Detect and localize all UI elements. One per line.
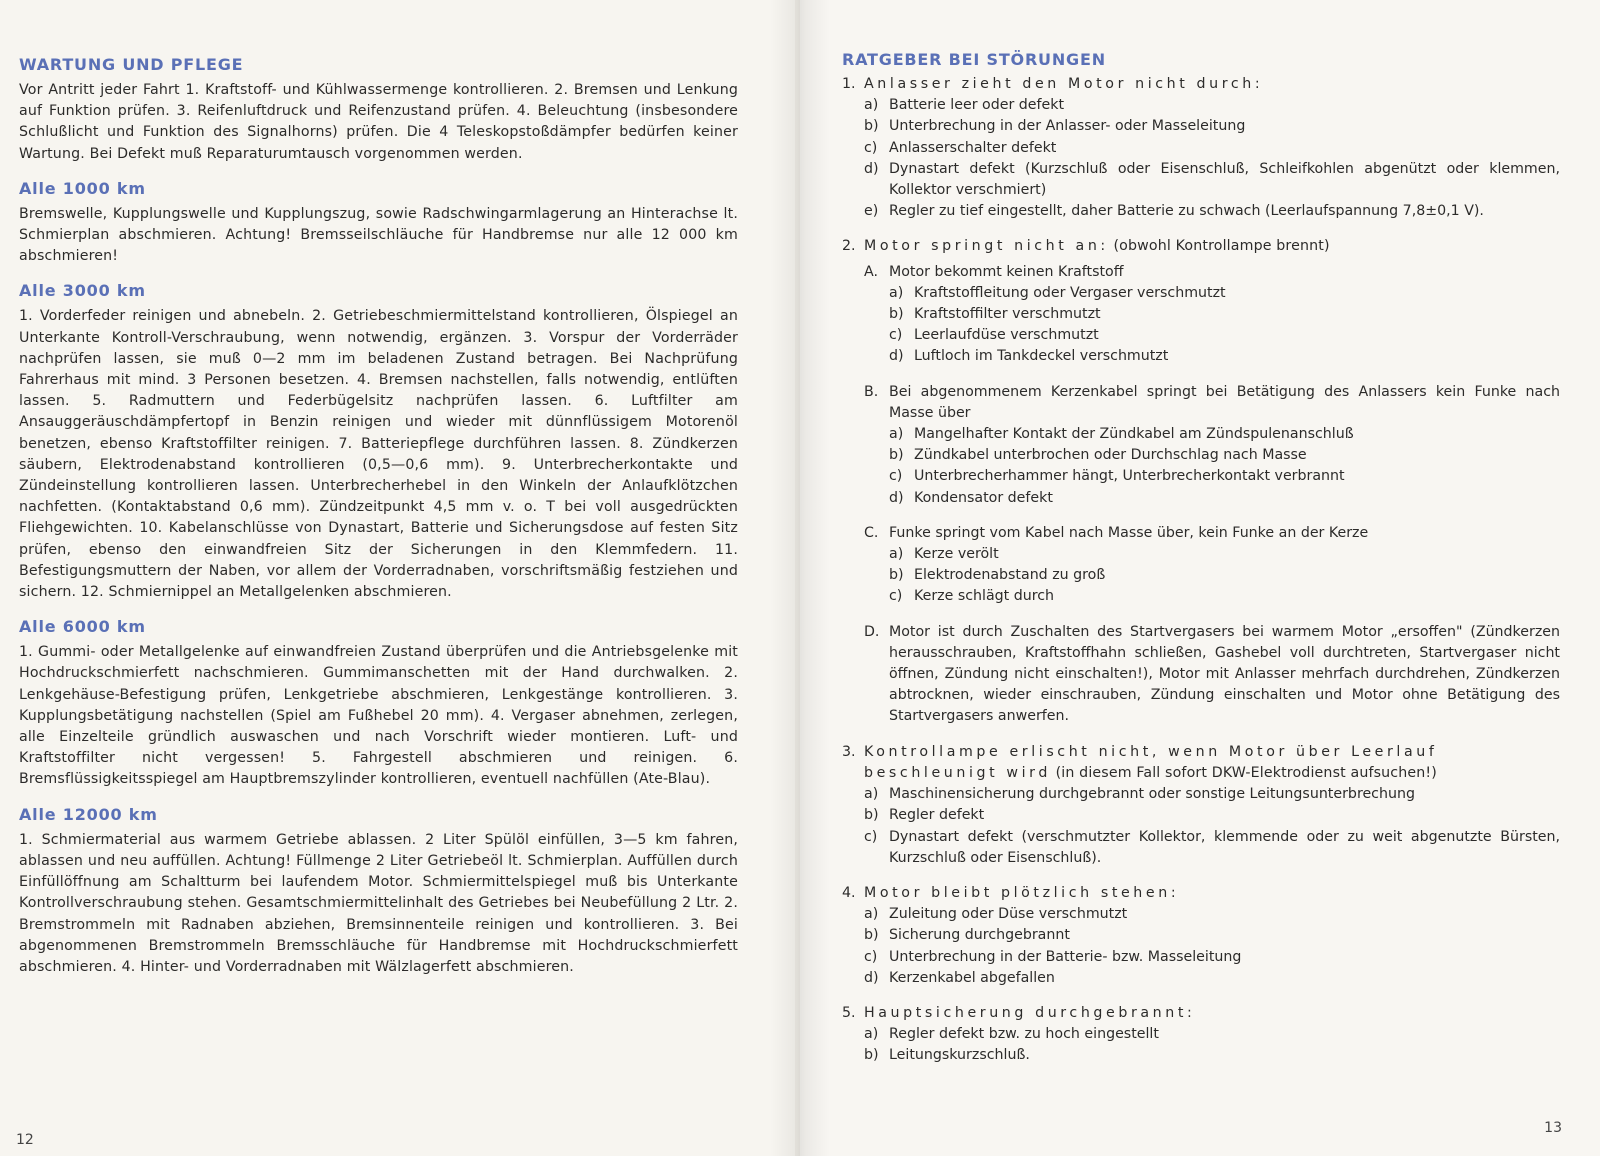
maintenance-section bbox=[19, 617, 738, 790]
item-title-text bbox=[864, 883, 1179, 904]
option-text: Unterbrechung in der Batterie- bzw. Masseleitung bbox=[889, 948, 1242, 965]
section-text: Bremswelle, Kupplungswelle und Kupplungszug, sowie Radschwingarmlagerung an Hinterachse lt. Schmierplan abschmieren. Achtung! Bremsseilschläuche für Handbremse nur alle 12 000 km abschmieren! bbox=[19, 205, 738, 265]
option-list bbox=[864, 904, 1560, 989]
option-item bbox=[864, 1024, 1560, 1045]
option-key: b) bbox=[864, 118, 879, 135]
section-heading: Alle 3000 km bbox=[19, 281, 146, 301]
option-text: Zuleitung oder Düse verschmutzt bbox=[889, 906, 1128, 923]
item-symptom: Anlasser zieht den Motor nicht durch: bbox=[864, 76, 1264, 92]
maintenance-section bbox=[19, 805, 738, 978]
option-key: a) bbox=[864, 906, 879, 923]
option-item bbox=[864, 968, 1560, 989]
option-key: b) bbox=[889, 447, 904, 464]
option-item bbox=[864, 947, 1560, 968]
maintenance-section bbox=[19, 179, 738, 268]
option-item bbox=[864, 116, 1560, 137]
option-text: Kondensator defekt bbox=[914, 489, 1053, 506]
item-title bbox=[842, 742, 1560, 784]
option-text: Kerzenkabel abgefallen bbox=[889, 969, 1055, 986]
option-key: a) bbox=[864, 786, 879, 803]
maintenance-intro bbox=[19, 55, 738, 165]
option-text: Kerze schlägt durch bbox=[914, 588, 1055, 605]
option-text: Regler zu tief eingestellt, daher Batterie zu schwach (Leerlaufspannung 7,8±0,1 V). bbox=[889, 203, 1484, 220]
option-text: Kraftstoffleitung oder Vergaser verschmutzt bbox=[914, 284, 1226, 301]
option-key: c) bbox=[889, 327, 903, 344]
troubleshooting-list bbox=[842, 74, 1560, 1067]
option-text: Batterie leer oder defekt bbox=[889, 97, 1065, 114]
item-symptom: Motor springt nicht an: bbox=[864, 238, 1109, 255]
item-symptom: Kontrollampe erlischt nicht, wenn Motor über Leerlauf beschleunigt wird bbox=[864, 743, 1438, 781]
option-item bbox=[864, 95, 1560, 116]
option-item bbox=[889, 325, 1560, 346]
option-key: d) bbox=[864, 160, 879, 177]
item-note: (in diesem Fall sofort DKW-Elektrodienst aufsuchen!) bbox=[1050, 764, 1437, 781]
option-key: c) bbox=[864, 948, 878, 965]
option-key: d) bbox=[889, 348, 904, 365]
option-text: Regler defekt bzw. zu hoch eingestellt bbox=[889, 1026, 1159, 1043]
option-key: a) bbox=[889, 546, 904, 563]
option-list bbox=[864, 784, 1560, 869]
cause-group-text: Motor bekommt keinen Kraftstoff bbox=[889, 263, 1124, 280]
section-heading: Alle 12000 km bbox=[19, 804, 158, 824]
option-text: Kraftstoffilter verschmutzt bbox=[914, 306, 1101, 323]
page-title: RATGEBER BEI STÖRUNGEN bbox=[842, 50, 1106, 69]
troubleshooting-item bbox=[842, 74, 1560, 222]
maintenance-section bbox=[19, 281, 738, 603]
option-item bbox=[889, 445, 1560, 466]
option-key: b) bbox=[889, 306, 904, 323]
option-item bbox=[864, 805, 1560, 826]
section-text: 1. Vorderfeder reinigen und abnebeln. 2. Getriebeschmiermittelstand kontrollieren, Ölspiegel an Unterkante Kontroll-Verschraubung, wenn notwendig, ergänzen. 3. Vorspur der Vorderräder nachprüfen lassen, sie muß 0—2 mm im beladenen Zustand betragen. Bei Nachprüfung Fahrerhaus mit mind. 3 Personen besetzen. 4. Bremsen nachstellen, falls notwendig, entlüften lassen. 5. Radmuttern und Federbügelsitz nachprüfen lassen. 6. Luftfilter am Ansauggeräuschdämpfertopf in Benzin reinigen und wieder mit dünnflüssigem Motorenöl benetzen, ebenso Kraftstoffilter reinigen. 7. Batteriepflege durchführen lassen. 8. Zündkerzen säubern, Elektrodenabstand kontrollieren (0,5—0,6 mm). 9. Unterbrecherkontakte und Zündeinstellung kontrollieren lassen. Unterbrecherhebel in den Winkeln der Anlaufklötzchen nachfetten. (Kontaktabstand 0,6 mm). Zündzeitpunkt 4,5 mm v. o. T bei voll ausgedrückten Fliehgewichten. 10. Kabelanschlüsse von Dynastart, Batterie und Sicherungsdose auf festen Sitz prüfen, ebenso den einwandfreien Sitz der Sicherungen in den Klemmfedern. 11. Befestigungsmuttern der Naben, vor allem der Vorderradnaben, vorschriftsmäßig festziehen und sichern. 12. Schmiernippel an Metallgelenken abschmieren. bbox=[19, 308, 738, 601]
option-key: c) bbox=[864, 139, 878, 156]
cause-group-key: C. bbox=[864, 524, 879, 541]
item-symptom: Motor bleibt plötzlich stehen: bbox=[864, 884, 1180, 901]
item-title bbox=[842, 236, 1560, 257]
option-list bbox=[864, 95, 1560, 222]
page-number-left: 12 bbox=[16, 1132, 34, 1148]
item-number: 2. bbox=[842, 238, 856, 255]
option-text: Kerze verölt bbox=[914, 546, 999, 563]
option-item bbox=[864, 925, 1560, 946]
troubleshooting-item bbox=[842, 883, 1560, 989]
option-text: Leerlaufdüse verschmutzt bbox=[914, 327, 1099, 344]
option-text: Elektrodenabstand zu groß bbox=[914, 567, 1106, 584]
item-title bbox=[842, 1003, 1560, 1024]
maintenance-sections bbox=[19, 179, 738, 978]
option-item bbox=[889, 424, 1560, 445]
item-number: 3. bbox=[842, 743, 856, 760]
option-item bbox=[864, 201, 1560, 222]
item-number: 5. bbox=[842, 1004, 856, 1021]
option-item bbox=[889, 466, 1560, 487]
cause-group-text: Motor ist durch Zuschalten des Startvergasers bei warmem Motor „ersoffen" (Zündkerzen herausschrauben, Kraftstoffhahn schließen, Gashebel voll durchtreten, Startvergaser nicht öffnen, Zündung nicht einschalten!), Motor mit Anlasser mehrfach durchdrehen, Zündkerzen abtrocknen, wieder einschrauben, Zündung einschalten und Motor ohne Betätigung des Startvergasers anwerfen. bbox=[889, 623, 1560, 725]
option-item bbox=[864, 159, 1560, 201]
option-item bbox=[889, 488, 1560, 509]
item-note: (obwohl Kontrollampe brennt) bbox=[1108, 238, 1330, 255]
option-key: a) bbox=[889, 284, 904, 301]
option-key: b) bbox=[864, 927, 879, 944]
option-text: Regler defekt bbox=[889, 807, 985, 824]
intro-text: Vor Antritt jeder Fahrt 1. Kraftstoff- und Kühlwassermenge kontrollieren. 2. Bremsen und Lenkung auf Funktion prüfen. 3. Reifenluftdruck und Reifenzustand prüfen. 4. Beleuchtung (insbesondere Schlußlicht und Funktion des Signalhorns) prüfen. Die 4 Teleskopstoßdämpfer bedürfen keiner Wartung. Bei Defekt muß Reparaturumtausch vorgenommen werden. bbox=[19, 82, 738, 162]
option-text: Anlasserschalter defekt bbox=[889, 139, 1057, 156]
page-title: WARTUNG UND PFLEGE bbox=[19, 55, 244, 74]
option-list bbox=[889, 544, 1560, 608]
cause-group-title bbox=[864, 523, 1560, 544]
option-item bbox=[889, 565, 1560, 586]
option-key: d) bbox=[864, 969, 879, 986]
option-item bbox=[864, 1045, 1560, 1066]
option-key: c) bbox=[889, 468, 903, 485]
option-item bbox=[889, 304, 1560, 325]
cause-group bbox=[864, 622, 1560, 728]
troubleshooting-item bbox=[842, 742, 1560, 869]
cause-group-text: Bei abgenommenem Kerzenkabel springt bei Betätigung des Anlassers kein Funke nach Masse über bbox=[889, 383, 1560, 421]
option-text: Dynastart defekt (Kurzschluß oder Eisenschluß, Schleifkohlen abgenützt oder klemmen, Kollektor verschmiert) bbox=[889, 160, 1560, 199]
page-number-right: 13 bbox=[1544, 1120, 1562, 1136]
item-number: 4. bbox=[842, 884, 856, 901]
cause-group bbox=[864, 523, 1560, 608]
cause-group-title bbox=[864, 262, 1560, 283]
option-key: e) bbox=[864, 203, 879, 220]
left-page bbox=[0, 0, 795, 1156]
option-key: b) bbox=[864, 807, 879, 824]
option-key: b) bbox=[889, 567, 904, 584]
item-number: 1. bbox=[842, 76, 856, 92]
cause-group-key: D. bbox=[864, 623, 880, 640]
option-list bbox=[864, 1024, 1560, 1066]
section-text: 1. Gummi- oder Metallgelenke auf einwandfreien Zustand überprüfen und die Antriebsgelenke mit Hochdruckschmierfett nachschmieren. Gummimanschetten mit der Hand durchwalken. 2. Lenkgehäuse-Befestigung prüfen, Lenkgetriebe abschmieren, Lenkgestänge kontrollieren. 3. Kupplungsbetätigung nachstellen (Spiel am Fußhebel 20 mm). 4. Vergaser abnehmen, zerlegen, alle Einzelteile gründlich auswaschen und nach Vorschrift wieder montieren. Luft- und Kraftstoffilter nicht vergessen! 5. Fahrgestell abschmieren und reinigen. 6. Bremsflüssigkeitsspiegel am Hauptbremszylinder kontrollieren, eventuell nachfüllen (Ate-Blau). bbox=[19, 644, 738, 788]
option-key: a) bbox=[889, 426, 904, 443]
option-list bbox=[889, 424, 1560, 509]
item-title-text bbox=[864, 742, 1560, 784]
cause-group bbox=[864, 262, 1560, 368]
section-text: 1. Schmiermaterial aus warmem Getriebe ablassen. 2 Liter Spülöl einfüllen, 3—5 km fahren, ablassen und neu auffüllen. Achtung! Füllmenge 2 Liter Getriebeöl lt. Schmierplan. Auffüllen durch Einfüllöffnung am Schaltturm bei laufendem Motor. Schmiermittelspiegel muß bis Unterkante Kontrollverschraubung stehen. Gesamtschmiermittelinhalt des Getriebes bei Neubefüllung 2 Ltr. 2. Bremstrommeln mit Radnaben abziehen, Bremsinnenteile reinigen und kontrollieren. 3. Bei abgenommenen Bremstrommeln Bremsschläuche für Handbremse mit Hochdruckschmierfett abschmieren. 4. Hinter- und Vorderradnaben mit Wälzlagerfett abschmieren. bbox=[19, 831, 738, 975]
option-list bbox=[889, 283, 1560, 368]
cause-groups bbox=[842, 262, 1560, 728]
option-text: Mangelhafter Kontakt der Zündkabel am Zündspulenanschluß bbox=[914, 426, 1354, 443]
option-item bbox=[864, 784, 1560, 805]
option-key: b) bbox=[864, 1047, 879, 1064]
item-title-text bbox=[864, 236, 1330, 257]
cause-group-key: B. bbox=[864, 383, 879, 400]
option-text: Dynastart defekt (verschmutzter Kollektor, klemmende oder zu weit abgenutzte Bürsten, Kurzschluß oder Eisenschluß). bbox=[889, 828, 1560, 866]
option-item bbox=[889, 346, 1560, 367]
option-text: Maschinensicherung durchgebrannt oder sonstige Leitungsunterbrechung bbox=[889, 786, 1415, 803]
cause-group-title bbox=[864, 382, 1560, 424]
option-text: Luftloch im Tankdeckel verschmutzt bbox=[914, 348, 1169, 365]
option-text: Zündkabel unterbrochen oder Durchschlag nach Masse bbox=[914, 447, 1307, 464]
option-item bbox=[864, 138, 1560, 159]
troubleshooting-item bbox=[842, 236, 1560, 727]
right-page bbox=[800, 0, 1600, 1156]
option-item bbox=[889, 586, 1560, 607]
option-key: d) bbox=[889, 489, 904, 506]
option-item bbox=[864, 827, 1560, 869]
item-title-text bbox=[864, 1003, 1195, 1024]
cause-group bbox=[864, 382, 1560, 509]
option-key: c) bbox=[864, 828, 878, 845]
troubleshooting-item bbox=[842, 1003, 1560, 1067]
section-heading: Alle 1000 km bbox=[19, 178, 146, 198]
option-text: Unterbrecherhammer hängt, Unterbrecherkontakt verbrannt bbox=[914, 468, 1345, 485]
item-title bbox=[842, 883, 1560, 904]
item-title-text bbox=[864, 74, 1263, 95]
cause-group-text: Funke springt vom Kabel nach Masse über, kein Funke an der Kerze bbox=[889, 524, 1369, 541]
option-item bbox=[889, 544, 1560, 565]
item-title bbox=[842, 74, 1560, 95]
option-text: Unterbrechung in der Anlasser- oder Masseleitung bbox=[889, 118, 1246, 135]
option-text: Sicherung durchgebrannt bbox=[889, 927, 1070, 944]
cause-group-title bbox=[864, 622, 1560, 728]
item-symptom: Hauptsicherung durchgebrannt: bbox=[864, 1004, 1196, 1021]
cause-group-key: A. bbox=[864, 263, 878, 280]
option-key: c) bbox=[889, 588, 903, 605]
option-key: a) bbox=[864, 1026, 879, 1043]
option-item bbox=[889, 283, 1560, 304]
option-item bbox=[864, 904, 1560, 925]
option-key: a) bbox=[864, 97, 879, 114]
section-heading: Alle 6000 km bbox=[19, 617, 146, 637]
option-text: Leitungskurzschluß. bbox=[889, 1047, 1030, 1064]
